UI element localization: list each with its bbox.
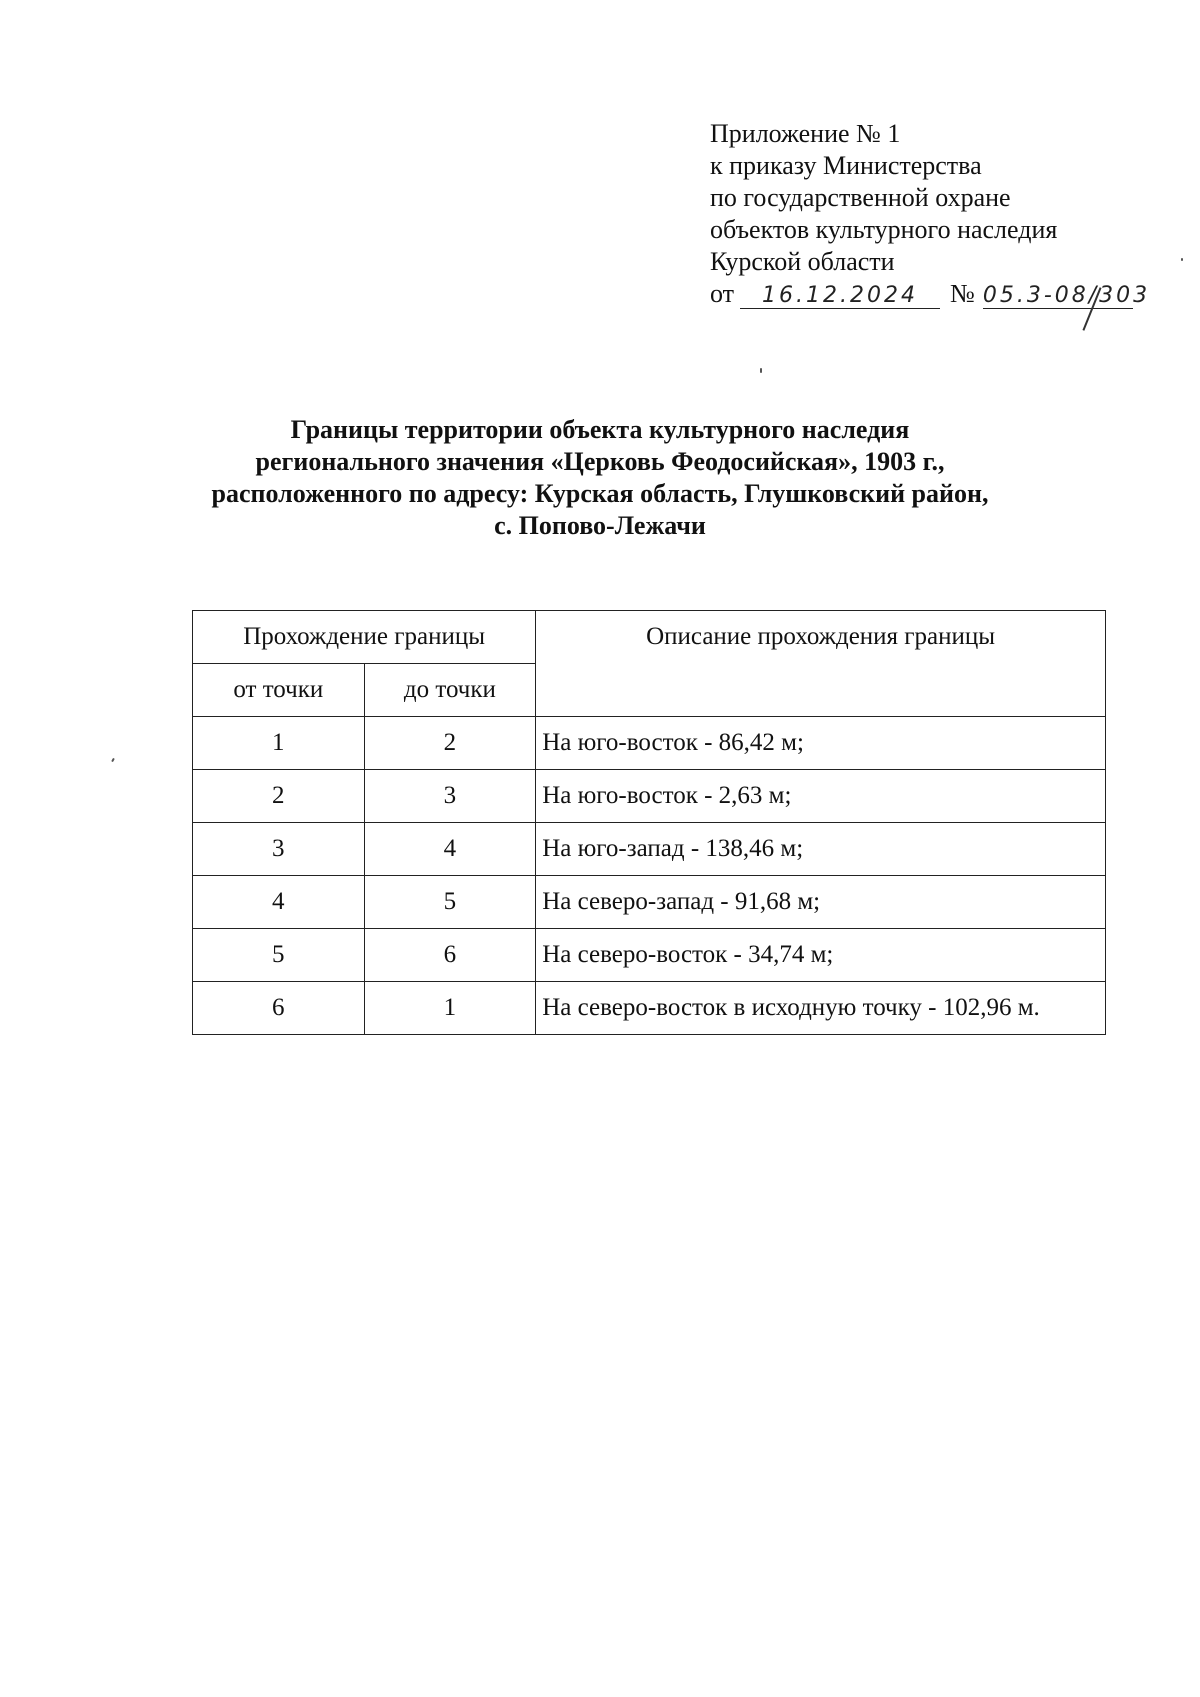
cell-description: На юго-восток - 86,42 м; [536, 717, 1106, 770]
cell-to-point: 1 [364, 982, 536, 1035]
title-line: с. Попово-Лежачи [494, 511, 706, 540]
appendix-ministry-line: по государственной охране [710, 183, 1011, 212]
order-number-handwritten: 05.3-08/303 [982, 283, 1151, 308]
header-description: Описание прохождения границы [536, 611, 1106, 717]
title-line: расположенного по адресу: Курская область, Глушковский район, [211, 479, 989, 508]
order-date-field [740, 280, 940, 309]
appendix-region-line: Курской области [710, 247, 895, 276]
cell-description: На северо-восток - 34,74 м; [536, 929, 1106, 982]
header-from-point: от точки [193, 664, 365, 717]
date-prefix: от [710, 279, 735, 308]
order-number-field [982, 280, 1151, 309]
cell-from-point: 4 [193, 876, 365, 929]
cell-description: На северо-запад - 91,68 м; [536, 876, 1106, 929]
scan-speck [1181, 258, 1183, 261]
table-row [193, 823, 1106, 876]
order-date-number-line [710, 278, 1151, 310]
table-header-row [193, 611, 1106, 664]
table-row [193, 770, 1106, 823]
appendix-heritage-line: объектов культурного наследия [710, 215, 1058, 244]
table-row [193, 876, 1106, 929]
cell-to-point: 5 [364, 876, 536, 929]
document-title [150, 414, 1050, 542]
cell-to-point: 3 [364, 770, 536, 823]
cell-from-point: 5 [193, 929, 365, 982]
cell-description: На юго-восток - 2,63 м; [536, 770, 1106, 823]
cell-from-point: 6 [193, 982, 365, 1035]
title-line: Границы территории объекта культурного наследия [290, 415, 910, 444]
cell-to-point: 2 [364, 717, 536, 770]
cell-from-point: 1 [193, 717, 365, 770]
cell-from-point: 2 [193, 770, 365, 823]
header-boundary-passage: Прохождение границы [193, 611, 536, 664]
table-row [193, 982, 1106, 1035]
table-row [193, 717, 1106, 770]
order-date-handwritten: 16.12.2024 [762, 283, 919, 308]
scan-speck [760, 368, 762, 373]
cell-description: На юго-запад - 138,46 м; [536, 823, 1106, 876]
scan-speck [111, 758, 115, 762]
cell-from-point: 3 [193, 823, 365, 876]
boundary-table [192, 610, 1106, 1035]
cell-description: На северо-восток в исходную точку - 102,96 м. [536, 982, 1106, 1035]
cell-to-point: 4 [364, 823, 536, 876]
appendix-order-ref: к приказу Министерства [710, 151, 982, 180]
appendix-header [710, 118, 1151, 310]
header-to-point: до точки [364, 664, 536, 717]
cell-to-point: 6 [364, 929, 536, 982]
table-row [193, 929, 1106, 982]
title-line: регионального значения «Церковь Феодосийская», 1903 г., [255, 447, 945, 476]
appendix-number: Приложение № 1 [710, 119, 901, 148]
number-label: № [950, 279, 975, 308]
